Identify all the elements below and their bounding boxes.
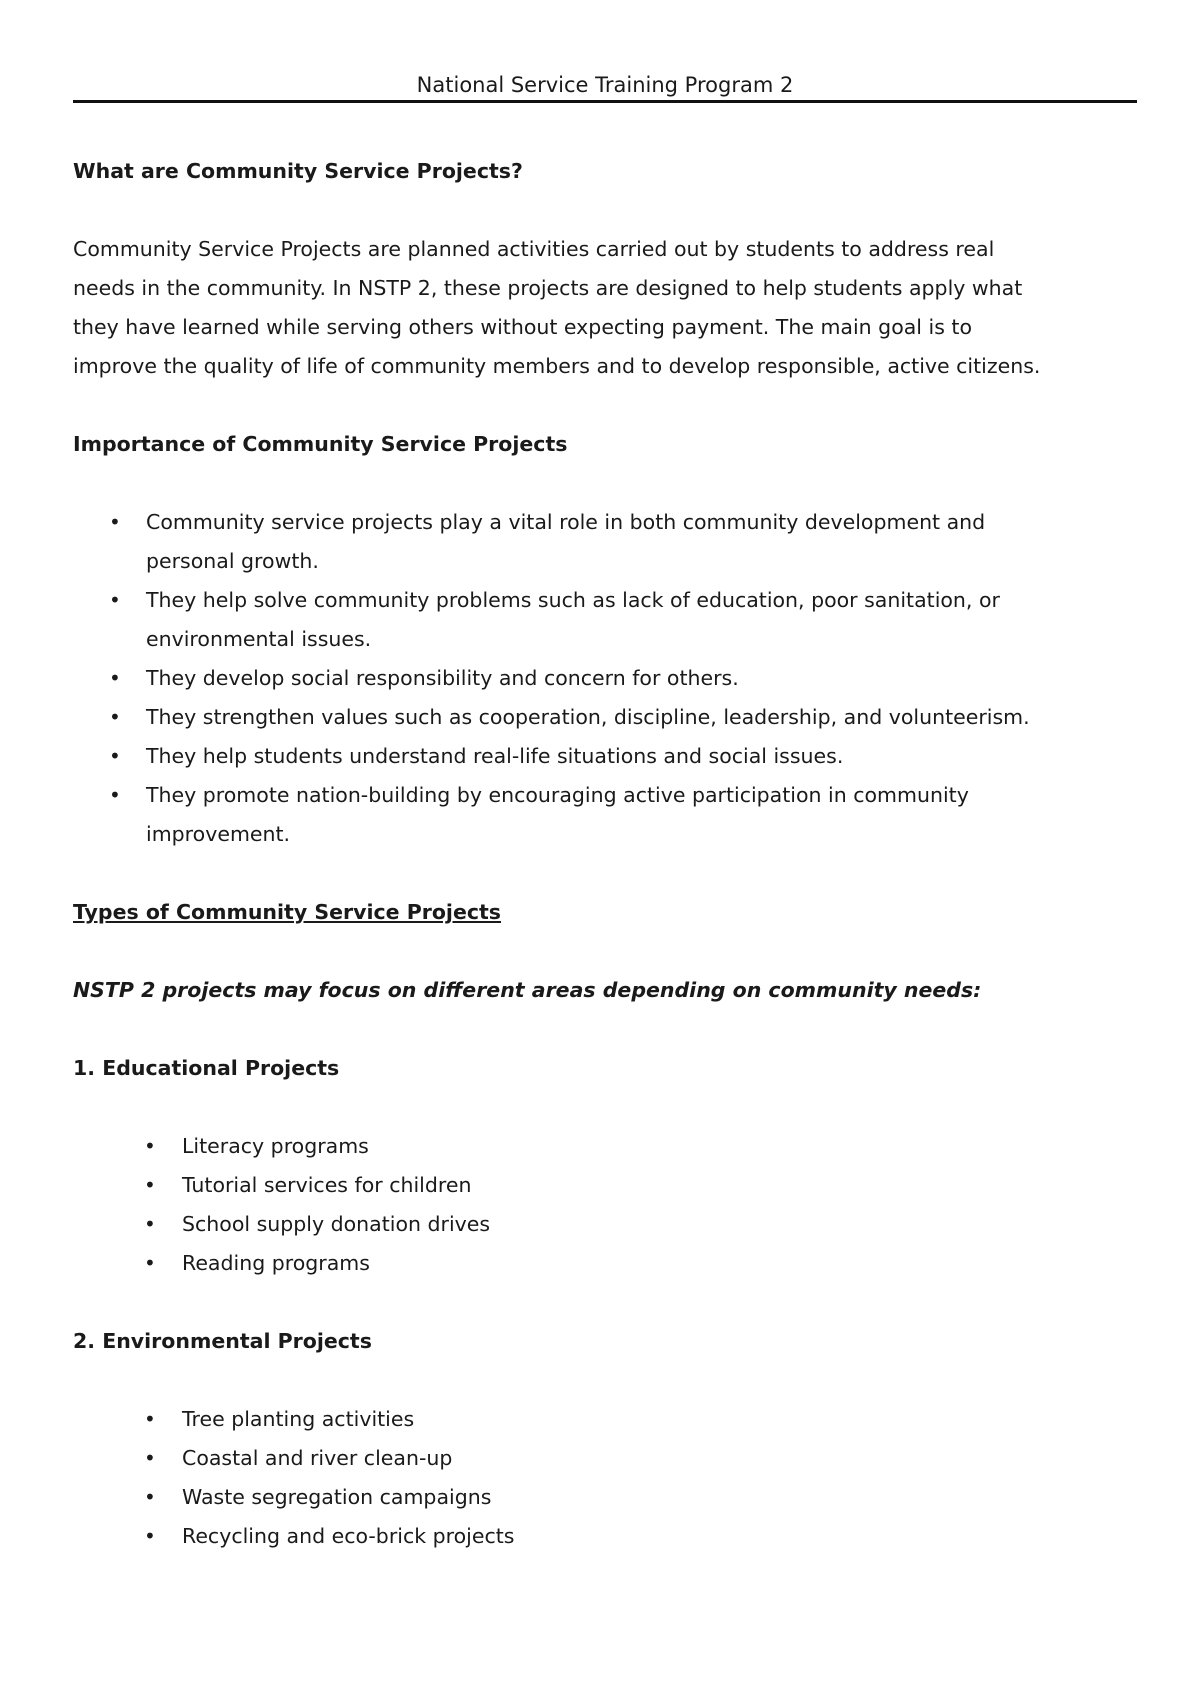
- list-item: [73, 581, 1137, 659]
- subheading-environmental: 2. Environmental Projects: [73, 1329, 372, 1353]
- page-header-title: National Service Training Program 2: [416, 73, 794, 97]
- list-item: [73, 1166, 1137, 1205]
- list-item: [73, 503, 1137, 581]
- subheading-educational: 1. Educational Projects: [73, 1056, 340, 1080]
- list-item-line: They promote nation-building by encouraging active participation in community: [146, 783, 969, 807]
- list-item-line: environmental issues.: [146, 627, 372, 651]
- list-item: [73, 737, 1137, 776]
- section-heading-what-are: What are Community Service Projects?: [73, 159, 523, 183]
- paragraph-line: improve the quality of life of community members and to develop responsible, active citizens.: [73, 354, 1041, 378]
- section-heading-types: Types of Community Service Projects: [73, 900, 501, 924]
- list-item-text: Reading programs: [182, 1251, 370, 1275]
- bullet-icon: •: [144, 1485, 156, 1509]
- list-item: [73, 1478, 1137, 1517]
- list-item-text: Tutorial services for children: [182, 1173, 472, 1197]
- bullet-icon: •: [109, 744, 121, 768]
- bullet-icon: •: [144, 1407, 156, 1431]
- list-item-line: They help solve community problems such as lack of education, poor sanitation, or: [146, 588, 1000, 612]
- bullet-icon: •: [109, 666, 121, 690]
- list-item: [73, 698, 1137, 737]
- list-item-text: Literacy programs: [182, 1134, 369, 1158]
- list-item: [73, 1517, 1137, 1556]
- list-item: [73, 1400, 1137, 1439]
- environmental-list: [73, 1400, 1137, 1556]
- list-item-line: Community service projects play a vital role in both community development and: [146, 510, 986, 534]
- bullet-icon: •: [109, 783, 121, 807]
- header-divider: [73, 100, 1137, 103]
- section-heading-importance: Importance of Community Service Projects: [73, 432, 568, 456]
- list-item: [73, 1439, 1137, 1478]
- paragraph-line: they have learned while serving others without expecting payment. The main goal is to: [73, 315, 972, 339]
- bullet-icon: •: [144, 1446, 156, 1470]
- list-item-text: School supply donation drives: [182, 1212, 491, 1236]
- bullet-icon: •: [144, 1212, 156, 1236]
- importance-list: [73, 503, 1137, 854]
- list-item-line: personal growth.: [146, 549, 319, 573]
- bullet-icon: •: [144, 1173, 156, 1197]
- list-item: [73, 1205, 1137, 1244]
- list-item: [73, 659, 1137, 698]
- list-item: [73, 776, 1137, 854]
- bullet-icon: •: [109, 588, 121, 612]
- list-item-line: They strengthen values such as cooperation, discipline, leadership, and volunteerism.: [146, 705, 1030, 729]
- bullet-icon: •: [109, 705, 121, 729]
- bullet-icon: •: [144, 1134, 156, 1158]
- list-item-text: Tree planting activities: [182, 1407, 415, 1431]
- list-item-text: Waste segregation campaigns: [182, 1485, 492, 1509]
- list-item: [73, 1244, 1137, 1283]
- bullet-icon: •: [144, 1251, 156, 1275]
- list-item-text: Coastal and river clean-up: [182, 1446, 453, 1470]
- document-body: [73, 152, 1137, 1556]
- bullet-icon: •: [144, 1524, 156, 1548]
- list-item-text: Recycling and eco-brick projects: [182, 1524, 515, 1548]
- list-item-line: They develop social responsibility and concern for others.: [146, 666, 739, 690]
- list-item-line: improvement.: [146, 822, 291, 846]
- paragraph-line: Community Service Projects are planned activities carried out by students to address real: [73, 237, 995, 261]
- types-intro: NSTP 2 projects may focus on different areas depending on community needs:: [73, 978, 982, 1002]
- list-item: [73, 1127, 1137, 1166]
- bullet-icon: •: [109, 510, 121, 534]
- educational-list: [73, 1127, 1137, 1283]
- list-item-line: They help students understand real-life situations and social issues.: [146, 744, 844, 768]
- paragraph-line: needs in the community. In NSTP 2, these projects are designed to help students apply what: [73, 276, 1023, 300]
